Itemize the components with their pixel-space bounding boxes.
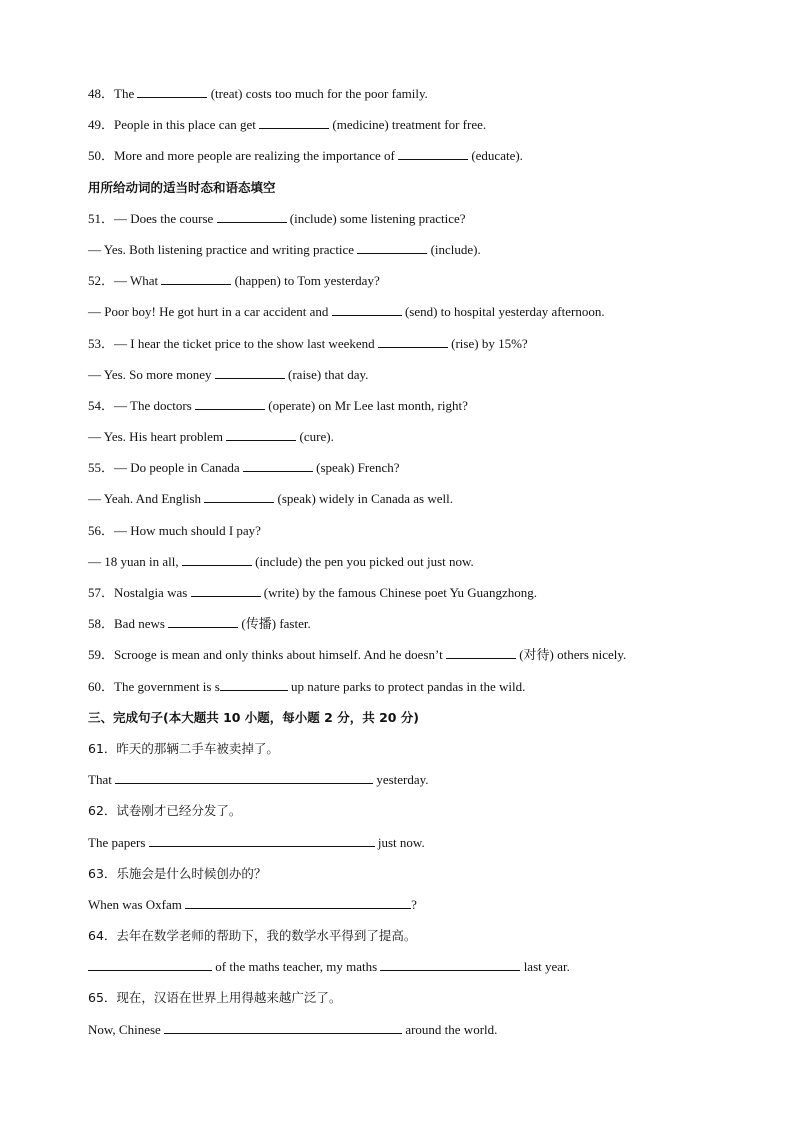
question-61-answer: That yesterday. — [88, 772, 429, 788]
answer-blank[interactable] — [115, 771, 373, 784]
question-56-a: 56．— How much should I pay? — [88, 522, 261, 538]
question-60: 60．The government is s up nature parks to protect pandas in the wild. — [88, 678, 526, 694]
question-50: 50．More and more people are realizing the importance of (educate). — [88, 148, 523, 164]
question-65-prompt: 65．现在，汉语在世界上用得越来越广泛了。 — [88, 990, 342, 1006]
answer-blank[interactable] — [191, 584, 261, 597]
section-2-title: 用所给动词的适当时态和语态填空 — [88, 179, 276, 195]
answer-blank[interactable] — [195, 397, 265, 410]
question-53-a: 53．— I hear the ticket price to the show last weekend (rise) by 15%? — [88, 335, 528, 351]
question-61-prompt: 61．昨天的那辆二手车被卖掉了。 — [88, 740, 279, 756]
question-64-answer: of the maths teacher, my maths last year. — [88, 951, 728, 982]
answer-blank[interactable] — [88, 958, 212, 971]
answer-blank[interactable] — [220, 678, 288, 691]
answer-blank[interactable] — [226, 428, 296, 441]
answer-blank[interactable] — [182, 553, 252, 566]
answer-blank[interactable] — [149, 834, 375, 847]
worksheet-page — [88, 78, 728, 1045]
answer-blank[interactable] — [259, 116, 329, 129]
answer-blank[interactable] — [446, 646, 516, 659]
question-48: 48．The (treat) costs too much for the poor family. — [88, 86, 428, 101]
question-55-b: — Yeah. And English (speak) widely in Canada as well. — [88, 491, 453, 507]
answer-blank[interactable] — [243, 459, 313, 472]
answer-blank[interactable] — [215, 366, 285, 379]
question-64-prompt: 64．去年在数学老师的帮助下，我的数学水平得到了提高。 — [88, 928, 417, 944]
question-52-b: — Poor boy! He got hurt in a car accident and (send) to hospital yesterday afternoon. — [88, 304, 605, 320]
question-51-a: 51．— Does the course (include) some listening practice? — [88, 210, 466, 226]
question-54-b: — Yes. His heart problem (cure). — [88, 429, 334, 445]
answer-blank[interactable] — [398, 147, 468, 160]
answer-blank[interactable] — [168, 615, 238, 628]
question-62-prompt: 62．试卷刚才已经分发了。 — [88, 803, 242, 819]
answer-blank[interactable] — [332, 303, 402, 316]
question-63-prompt: 63．乐施会是什么时候创办的？ — [88, 865, 267, 881]
answer-blank[interactable] — [380, 958, 520, 971]
answer-blank[interactable] — [357, 241, 427, 254]
question-53-b: — Yes. So more money (raise) that day. — [88, 366, 369, 382]
answer-blank[interactable] — [164, 1021, 402, 1034]
section-3-title: 三、完成句子(本大题共 10 小题，每小题 2 分，共 20 分) — [88, 709, 420, 725]
question-59: 59．Scrooge is mean and only thinks about himself. And he doesn’t (对待) others nicely. — [88, 647, 627, 663]
question-55-a: 55．— Do people in Canada (speak) French? — [88, 460, 400, 476]
question-65-answer: Now, Chinese around the world. — [88, 1021, 498, 1037]
answer-blank[interactable] — [204, 490, 274, 503]
answer-blank[interactable] — [185, 896, 411, 909]
question-56-b: — 18 yuan in all, (include) the pen you picked out just now. — [88, 553, 474, 569]
question-58: 58．Bad news (传播) faster. — [88, 616, 311, 632]
answer-blank[interactable] — [378, 335, 448, 348]
question-57: 57．Nostalgia was (write) by the famous Chinese poet Yu Guangzhong. — [88, 585, 537, 600]
answer-blank[interactable] — [161, 272, 231, 285]
question-52-a: 52．— What (happen) to Tom yesterday? — [88, 273, 380, 289]
question-62-answer: The papers just now. — [88, 834, 425, 850]
question-54-a: 54．— The doctors (operate) on Mr Lee last month, right? — [88, 397, 468, 413]
answer-blank[interactable] — [137, 85, 207, 98]
question-51-b: — Yes. Both listening practice and writing practice (include). — [88, 241, 481, 257]
question-49: 49．People in this place can get (medicine) treatment for free. — [88, 117, 487, 133]
question-63-answer: When was Oxfam ? — [88, 896, 417, 912]
answer-blank[interactable] — [217, 210, 287, 223]
